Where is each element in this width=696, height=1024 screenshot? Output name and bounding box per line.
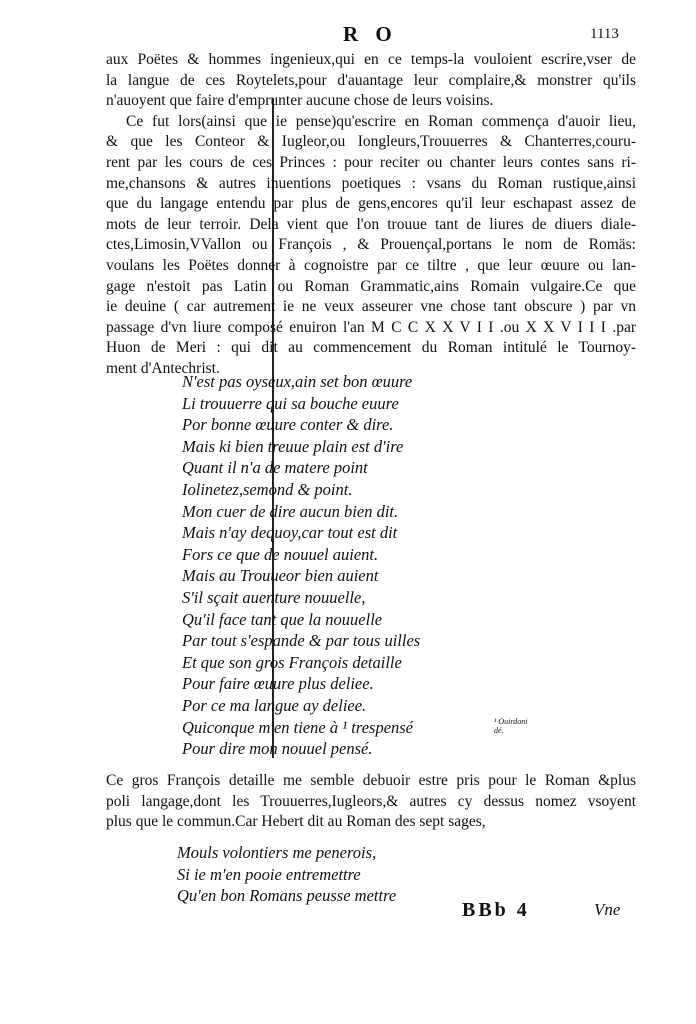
text-line: aux Poëtes & hommes ingenieux,qui en ce temps-la vouloient escrire,vser de (106, 51, 636, 68)
text-line: mots de leur terroir. Dela vient que l'on trouue tant de liures de diuers diale- (106, 215, 636, 233)
page-header (0, 22, 696, 46)
text-line: que du langage entendu par plus de gens,encores qu'il leur eschapast assez de (106, 195, 636, 213)
verse-line: Mon cuer de dire aucun bien dit. (182, 501, 399, 521)
verse-line: N'est pas oyseux,ain set bon œuure (182, 372, 413, 391)
verse-line: Mais ki bien treuue plain est d'ire (182, 436, 404, 456)
catchword: Vne (594, 900, 621, 919)
margin-note (494, 717, 527, 735)
verse-line: Qu'il face tant que la nouuelle (182, 609, 383, 629)
text-line: plus que le commun.Car Hebert dit au Roman des sept sages, (106, 813, 486, 831)
verse-line: Et que son gros François detaille (182, 652, 402, 672)
verse-line: Mais au Trouueor bien auient (182, 566, 379, 586)
running-head: R O (343, 22, 398, 46)
text-line: & que les Conteor & Iugleor,ou Iongleurs,Trouuerres & Chanterres,couru- (106, 133, 636, 151)
verse-line: S'il sçait auenture nouuelle, (182, 587, 366, 607)
text-line: ie deuine ( car autrement ie ne veux asseurer vne chose tant obscure ) par vn (106, 298, 636, 316)
margin-note-line: dé. (494, 726, 504, 735)
text-line: n'auoyent que faire d'emprunter aucune chose de leurs voisins. (106, 92, 494, 110)
text-line: Ce gros François detaille me semble debuoir estre pris pour le Roman &plus (106, 772, 636, 789)
signature-mark: BBb 4 (462, 899, 530, 921)
verse-line: Quant il n'a de matere point (182, 458, 368, 478)
margin-note-line: ¹ Ouirdoni (494, 717, 528, 726)
verse-line: Li trouuerre qui sa bouche euure (182, 393, 399, 413)
verse-line: Pour dire mon nouuel pensé. (182, 739, 373, 759)
verse-line: Si ie m'en pooie entremettre (177, 864, 361, 884)
page-number: 1113 (590, 26, 619, 42)
verse-line: Quiconque m'en tiene à ¹ trespensé (182, 717, 414, 737)
text-line: rent par les cours de ces Princes : pour reciter ou chanter leurs contes sans ri- (106, 153, 636, 171)
verse-line: Mouls volontiers me penerois, (177, 843, 377, 862)
text-line: la langue de ces Roytelets,pour d'auantage leur complaire,& monstrer qu'ils (106, 71, 636, 89)
text-line: Ce fut lors(ainsi que ie pense)qu'escrire en Roman commença d'auoir lieu, (126, 112, 636, 130)
text-line: voulans les Poëtes donner à cognoistre par ce tiltre , que leur œuure ou lan- (106, 256, 636, 274)
verse-line: Por ce ma langue ay deliee. (182, 695, 367, 715)
verse-line: Qu'en bon Romans peusse mettre (177, 886, 397, 906)
text-line: me,chansons & autres inuentions poetiques : vsans du Roman rustique,ainsi (106, 174, 636, 192)
text-line: Huon de Meri : qui dit au commencement du Roman intitulé le Tournoy- (106, 339, 636, 357)
verse-line: Par tout s'espande & par tous uilles (182, 631, 421, 651)
verse-block-2 (177, 842, 396, 907)
verse-line: Iolinetez,semond & point. (182, 479, 353, 499)
verse-line: Por bonne œuure conter & dire. (182, 415, 394, 435)
text-line: ctes,Limosin,VVallon ou François , & Prouençal,portans le nom de Romäs: (106, 236, 636, 254)
text-line: ment d'Antechrist. (106, 359, 220, 377)
prose-paragraph-2 (106, 771, 636, 833)
prose-paragraph-1 (106, 50, 636, 380)
verse-block-1 (182, 371, 420, 760)
text-line: poli langage,dont les Trouuerres,Iugleors,& autres cy dessus nomez vsoyent (106, 792, 636, 810)
verse-line: Fors ce que de nouuel auient. (182, 544, 379, 564)
text-line: passage d'vn liure composé enuiron l'an M C C X X V I I .ou X X V I I I .par (106, 318, 636, 336)
text-line: gage n'estoit pas Latin ou Roman Grammatic,ains Romain vulgaire.Ce que (106, 277, 636, 295)
verse-line: Pour faire œuure plus deliee. (182, 674, 374, 694)
verse-line: Mais n'ay dequoy,car tout est dit (182, 523, 398, 543)
